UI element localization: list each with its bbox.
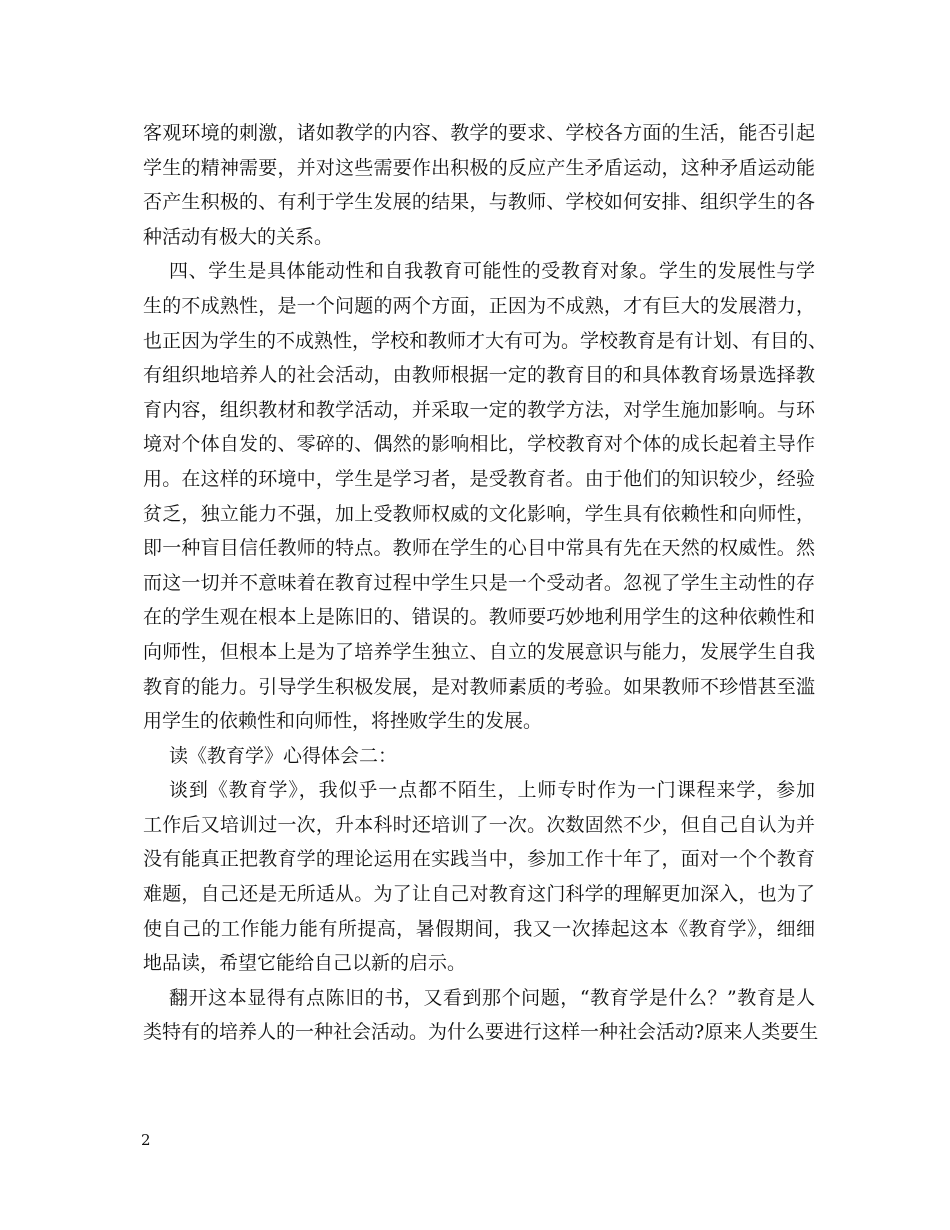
page-number: 2: [141, 1131, 151, 1149]
text-line: 工作后又培训过一次，升本科时还培训了一次。次数固然不少，但自己自认为并: [143, 813, 815, 836]
text-line: 也正因为学生的不成熟性，学校和教师才大有可为。学校教育是有计划、有目的、: [143, 329, 828, 352]
paragraph: [143, 981, 819, 1050]
text-line: 向师性，但根本上是为了培养学生独立、自立的发展意识与能力，发展学生自我: [143, 640, 815, 663]
text-line: 四、学生是具体能动性和自我教育可能性的受教育对象。学生的发展性与学: [169, 260, 815, 283]
text-line: 用学生的依赖性和向师性，将挫败学生的发展。: [143, 710, 543, 733]
text-line: 境对个体自发的、零碎的、偶然的影响相比，学校教育对个体的成长起着主导作: [143, 433, 815, 456]
text-line: 类特有的培养人的一种社会活动。为什么要进行这样一种社会活动?原来人类要生: [143, 1021, 819, 1044]
text-line: 学生的精神需要，并对这些需要作出积极的反应产生矛盾运动，这种矛盾运动能: [143, 156, 815, 179]
text-line: 生的不成熟性，是一个问题的两个方面，正因为不成熟，才有巨大的发展潜力，: [143, 294, 815, 317]
paragraph: [143, 254, 828, 738]
text-line: 育内容，组织教材和教学活动，并采取一定的教学方法，对学生施加影响。与环: [143, 398, 815, 421]
text-line: 用。在这样的环境中，学生是学习者，是受教育者。由于他们的知识较少，经验: [143, 467, 815, 490]
text-line: 谈到《教育学》，我似乎一点都不陌生，上师专时作为一门课程来学，参加: [169, 779, 815, 802]
text-line: 翻开这本显得有点陈旧的书，又看到那个问题，“教育学是什么？”教育是人: [169, 986, 815, 1009]
text-line: 而这一切并不意味着在教育过程中学生只是一个受动者。忽视了学生主动性的存: [143, 571, 815, 594]
text-line: 客观环境的刺激，诸如教学的内容、教学的要求、学校各方面的生活，能否引起: [143, 122, 815, 144]
text-line: 在的学生观在根本上是陈旧的、错误的。教师要巧妙地利用学生的这种依赖性和: [143, 606, 815, 629]
text-line: 难题，自己还是无所适从。为了让自己对教育这门科学的理解更加深入，也为了: [143, 883, 815, 906]
document-body: [143, 116, 828, 1050]
text-line: 即一种盲目信任教师的特点。教师在学生的心目中常具有先在天然的权威性。然: [143, 537, 815, 560]
paragraph: [143, 773, 815, 981]
text-line: 贫乏，独立能力不强，加上受教师权威的文化影响，学生具有依赖性和向师性，: [143, 502, 815, 525]
text-line: 读《教育学》心得体会二：: [169, 744, 398, 767]
text-line: 有组织地培养人的社会活动，由教师根据一定的教育目的和具体教育场景选择教: [143, 364, 815, 387]
text-line: 地品读，希望它能给自己以新的启示。: [143, 952, 467, 975]
text-line: 没有能真正把教育学的理论运用在实践当中，参加工作十年了，面对一个个教育: [143, 848, 815, 871]
paragraph: [143, 116, 815, 254]
section-heading: [143, 739, 815, 774]
text-line: 种活动有极大的关系。: [143, 225, 334, 248]
text-line: 教育的能力。引导学生积极发展，是对教师素质的考验。如果教师不珍惜甚至滥: [143, 675, 815, 698]
text-line: 否产生积极的、有利于学生发展的结果，与教师、学校如何安排、组织学生的各: [143, 191, 815, 214]
text-line: 使自己的工作能力能有所提高，暑假期间，我又一次捧起这本《教育学》，细细: [143, 917, 815, 940]
